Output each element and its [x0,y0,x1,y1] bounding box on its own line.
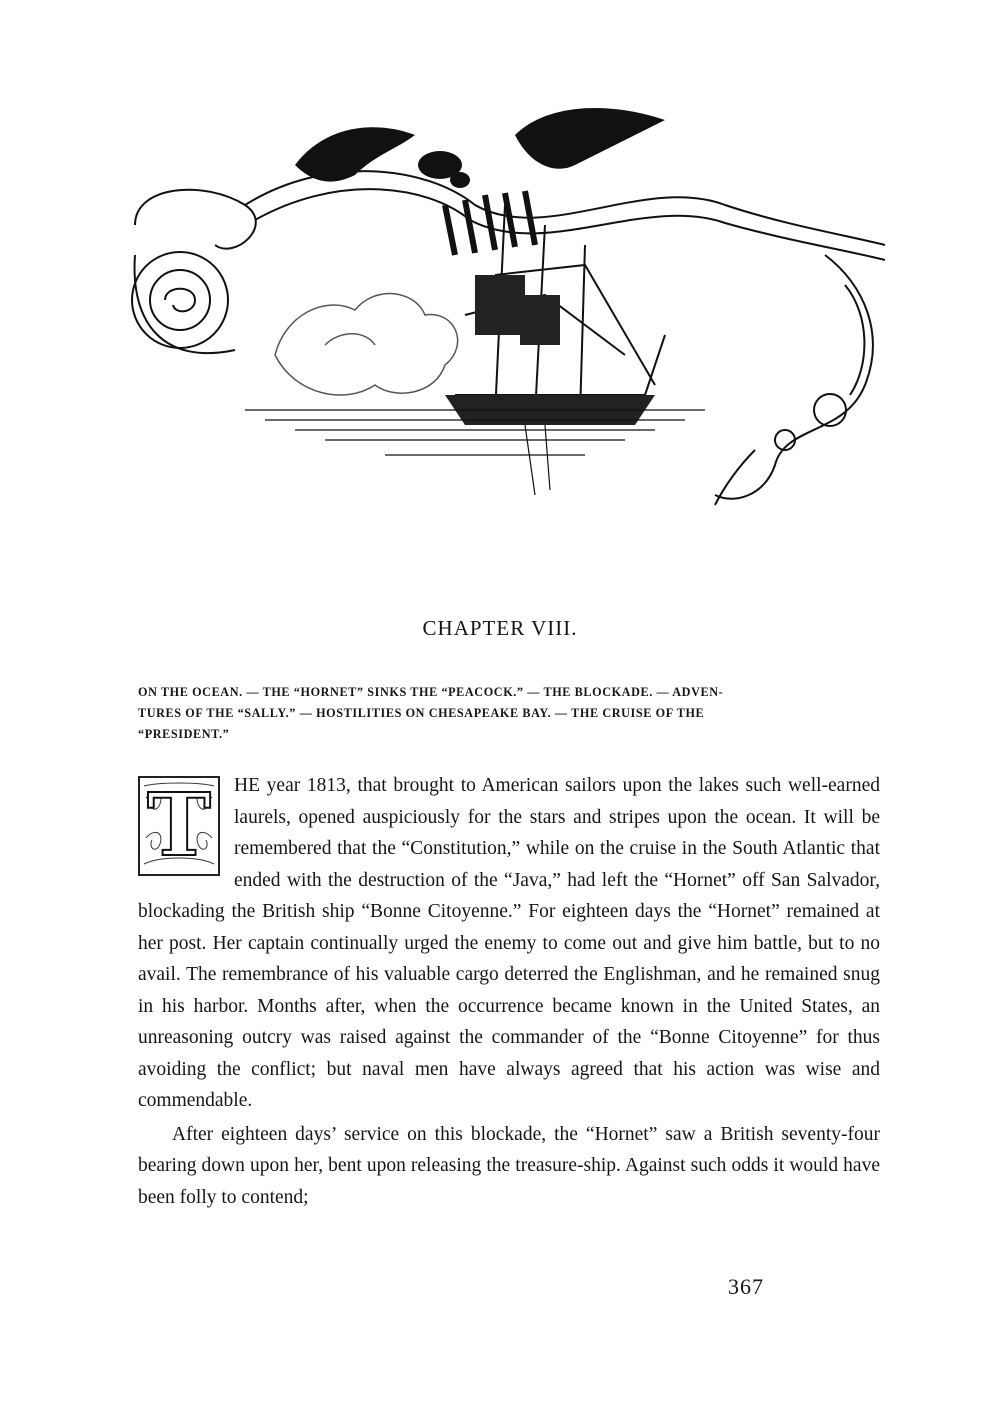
eagle-ship-engraving-icon [125,95,890,520]
chapter-summary [138,682,880,745]
body-text [138,770,880,1213]
drop-cap-letter: T [147,775,211,876]
paragraph-text: HE year 1813, that brought to American sailors upon the lakes such well-earned laurels, opened auspiciously for the stars and stripes upon the ocean. It will be remembered that the “Constitution,” while on the cruise in the South Atlantic that ended with the destruction of the “Java,” had left the “Hornet” off San Salvador, blockading the British ship “Bonne Citoyenne.” For eighteen days the “Hornet” remained at her post. Her captain continually urged the enemy to come out and give him battle, but to no avail. The remembrance of his valuable cargo deterred the Englishman, and he remained snug in his harbor. Months after, when the occurrence became known in the United States, an unreasoning outcry was raised against the commander of the “Bonne Citoyenne” for thus avoiding the conflict; but naval men have always agreed that his action was wise and commendable. [138,775,880,1111]
chapter-title: CHAPTER VIII. [422,616,578,640]
summary-line: “PRESIDENT.” [138,727,230,741]
page-number: 367 [728,1274,764,1299]
drop-cap [138,776,220,876]
paragraph [138,770,880,1117]
summary-line: TURES OF THE “SALLY.” — HOSTILITIES ON CHESAPEAKE BAY. — THE CRUISE OF THE [138,706,705,720]
paragraph: After eighteen days’ service on this blockade, the “Hornet” saw a British seventy-four bearing down upon her, bent upon releasing the treasure-ship. Against such odds it would have been folly to contend; [138,1123,880,1208]
summary-line: ON THE OCEAN. — THE “HORNET” SINKS THE “PEACOCK.” — THE BLOCKADE. — ADVEN- [138,685,724,699]
chapter-header-illustration [125,95,890,520]
